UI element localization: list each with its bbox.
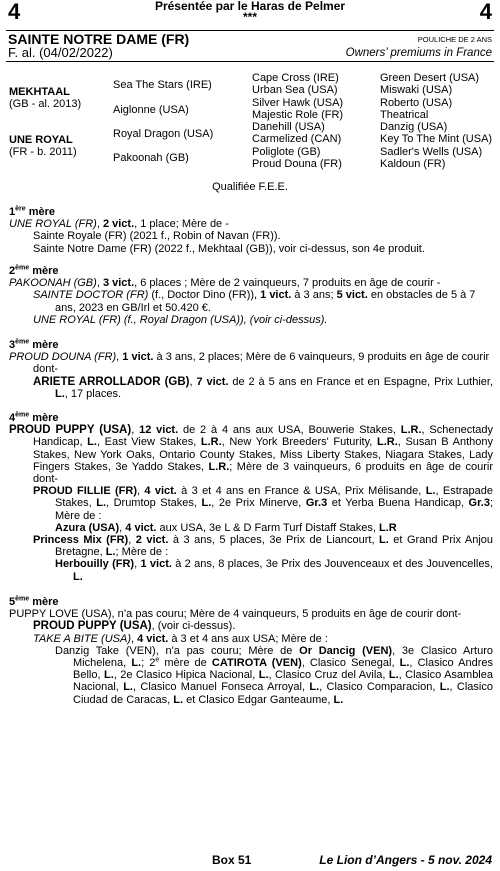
dam-name: UNE ROYAL: [9, 134, 73, 146]
gen4-2: Roberto (USA): [380, 96, 453, 109]
sire-block: [9, 86, 81, 110]
gen3-5: Carmelized (CAN): [252, 133, 342, 146]
gen3-0: Cape Cross (IRE): [252, 72, 339, 84]
footer-box: Box 51: [212, 853, 252, 867]
mere5-danzig-take: Danzig Take (VEN), n'a pas couru; Mère de Or Dancig (VEN), 3e Clasico Arturo Michelena, L.; 2e mère de CATIROTA (VEN), Clasico Senegal, L., Clasico Andres Bello, L., 2e Clasico Hipica Nacional, L., Clasico Cruz del Avila, L., Clasico Asamblea Nacional, L., Clasico Manuel Fonseca Arroyal, L., Clasico Comparacion, L., Clasico Ciudad de Caracas, L. et Clasico Edgar Ganteaume, L.: [55, 644, 494, 706]
mere1-line1: UNE ROYAL (FR), 2 vict., 1 place; Mère de -: [9, 218, 229, 231]
gen2-1: Aiglonne (USA): [113, 104, 189, 116]
gen3-6: Poliglote (GB): [252, 145, 321, 158]
mere4-azura: Azura (USA), 4 vict. aux USA, 3e L & D Farm Turf Distaff Stakes, L.R: [55, 521, 397, 534]
stars: ***: [242, 10, 257, 24]
lot-number-left: 4: [8, 0, 21, 24]
gen4-7: Kaldoun (FR): [380, 158, 446, 171]
mere4-proud-fillie: PROUD FILLIE (FR), 4 vict. à 3 et 4 ans en France & USA, Prix Mélisande, L., Estrapade Stakes, L., Drumtop Stakes, L., 2e Prix Minerve, Gr.3 et Yerba Buena Handicap, Gr.3; Mère de :: [33, 485, 493, 522]
mere1-section: [9, 206, 493, 255]
gen4-4: Danzig (USA): [380, 121, 448, 134]
mere4-section: [9, 412, 493, 583]
mere4-herbouilly: Herbouilly (FR), 1 vict. à 2 ans, 8 places, 3e Prix des Jouvenceaux et des Jouvencelles, L.: [55, 558, 493, 583]
owners-premiums: Owners’ premiums in France: [345, 47, 492, 59]
gen4-column: [380, 72, 492, 170]
mere5-section: [9, 596, 493, 706]
gen3-column: [252, 72, 343, 170]
birth-info: F. al. (04/02/2022): [8, 45, 113, 60]
sex-age: POULICHE DE 2 ANS: [417, 35, 492, 44]
mere3-line1: PROUD DOUNA (FR), 1 vict. à 3 ans, 2 places; Mère de 6 vainqueurs, 9 produits en âge de courir dont-: [9, 351, 490, 376]
gen4-0: Green Desert (USA): [380, 72, 480, 84]
dam-info: (FR - b. 2011): [9, 146, 77, 159]
mere4-princess-mix: Princess Mix (FR), 2 vict. à 3 ans, 5 places, 3e Prix de Liancourt, L. et Grand Prix Anjou Bretagne, L.; Mère de :: [33, 534, 494, 559]
sire-info: (GB - al. 2013): [9, 98, 82, 111]
gen4-3: Theatrical: [380, 108, 429, 121]
gen3-3: Majestic Role (FR): [252, 108, 344, 121]
mere3-section: [9, 339, 493, 400]
mere5-proud-puppy: PROUD PUPPY (USA), (voir ci-dessus).: [33, 620, 236, 633]
mere2-produce-1: SAINTE DOCTOR (FR) (f., Doctor Dino (FR)), 1 vict. à 3 ans; 5 vict. en obstacles de 5 à 7 ans, 2023 en GB/Irl et 50.420 €.: [33, 289, 476, 314]
horse-name: SAINTE NOTRE DAME (FR): [8, 31, 190, 47]
mere4-main: PROUD PUPPY (USA), 12 vict. de 2 à 4 ans aux USA, Bouwerie Stakes, L.R., Schenectady Handicap, L., East View Stakes, L.R., New York Breeders' Futurity, L.R., Susan B Anthony Stakes, New York Oaks, Ontario County Stakes, Miss Liberty Stakes, Niagara Stakes, Lady Fingers Stakes, 3e Yaddo Stakes, L.R.; Mère de 3 vainqueurs, 6 produits en âge de courir dont-: [9, 424, 493, 486]
lot-number-right: 4: [479, 0, 492, 24]
sire-name: MEKHTAAL: [9, 86, 70, 98]
presenter-line: Présentée par le Haras de Pelmer: [154, 0, 346, 13]
mere2-heading: 2ème mère: [9, 264, 59, 277]
gen3-2: Silver Hawk (USA): [252, 96, 344, 109]
gen2-2: Royal Dragon (USA): [113, 128, 214, 140]
gen4-5: Key To The Mint (USA): [380, 133, 493, 146]
gen3-1: Urban Sea (USA): [252, 84, 338, 97]
gen2-0: Sea The Stars (IRE): [113, 79, 212, 91]
bottom-rule: [6, 61, 494, 62]
gen4-1: Miswaki (USA): [380, 84, 453, 97]
mere4-heading: 4ème mère: [9, 411, 59, 424]
footer-event: Le Lion d’Angers - 5 nov. 2024: [319, 853, 492, 867]
gen3-7: Proud Douna (FR): [252, 158, 342, 171]
gen2-3: Pakoonah (GB): [113, 152, 189, 164]
mere1-produce-1: Sainte Royale (FR) (2021 f., Robin of Navan (FR)).: [33, 230, 281, 243]
mere5-heading: 5ème mère: [9, 595, 59, 608]
mere1-produce-2: Sainte Notre Dame (FR) (2022 f., Mekhtaal (GB)), voir ci-dessus, son 4e produit.: [33, 242, 425, 255]
mere5-line1: PUPPY LOVE (USA), n’a pas couru; Mère de 4 vainqueurs, 5 produits en âge de courir dont-: [9, 608, 462, 621]
gen3-4: Danehill (USA): [252, 121, 325, 134]
mere2-section: [9, 265, 493, 326]
mere5-take-a-bite: TAKE A BITE (USA), 4 vict. à 3 et 4 ans aux USA; Mère de :: [33, 632, 328, 645]
mere3-heading: 3ème mère: [9, 338, 59, 351]
mere2-line1: PAKOONAH (GB), 3 vict., 6 places ; Mère de 2 vainqueurs, 7 produits en âge de courir -: [9, 277, 441, 290]
mere2-produce-2: UNE ROYAL (FR) (f., Royal Dragon (USA)), (voir ci-dessus).: [33, 313, 328, 326]
dam-block: [9, 134, 77, 158]
gen4-6: Sadler's Wells (USA): [380, 145, 483, 158]
mere3-produce-1: ARIETE ARROLLADOR (GB), 7 vict. de 2 à 5 ans en France et en Espagne, Prix Luthier, L., 17 places.: [33, 375, 493, 400]
mere1-heading: 1ère mère: [9, 205, 55, 218]
qualification: Qualifiée F.E.E.: [212, 181, 288, 193]
